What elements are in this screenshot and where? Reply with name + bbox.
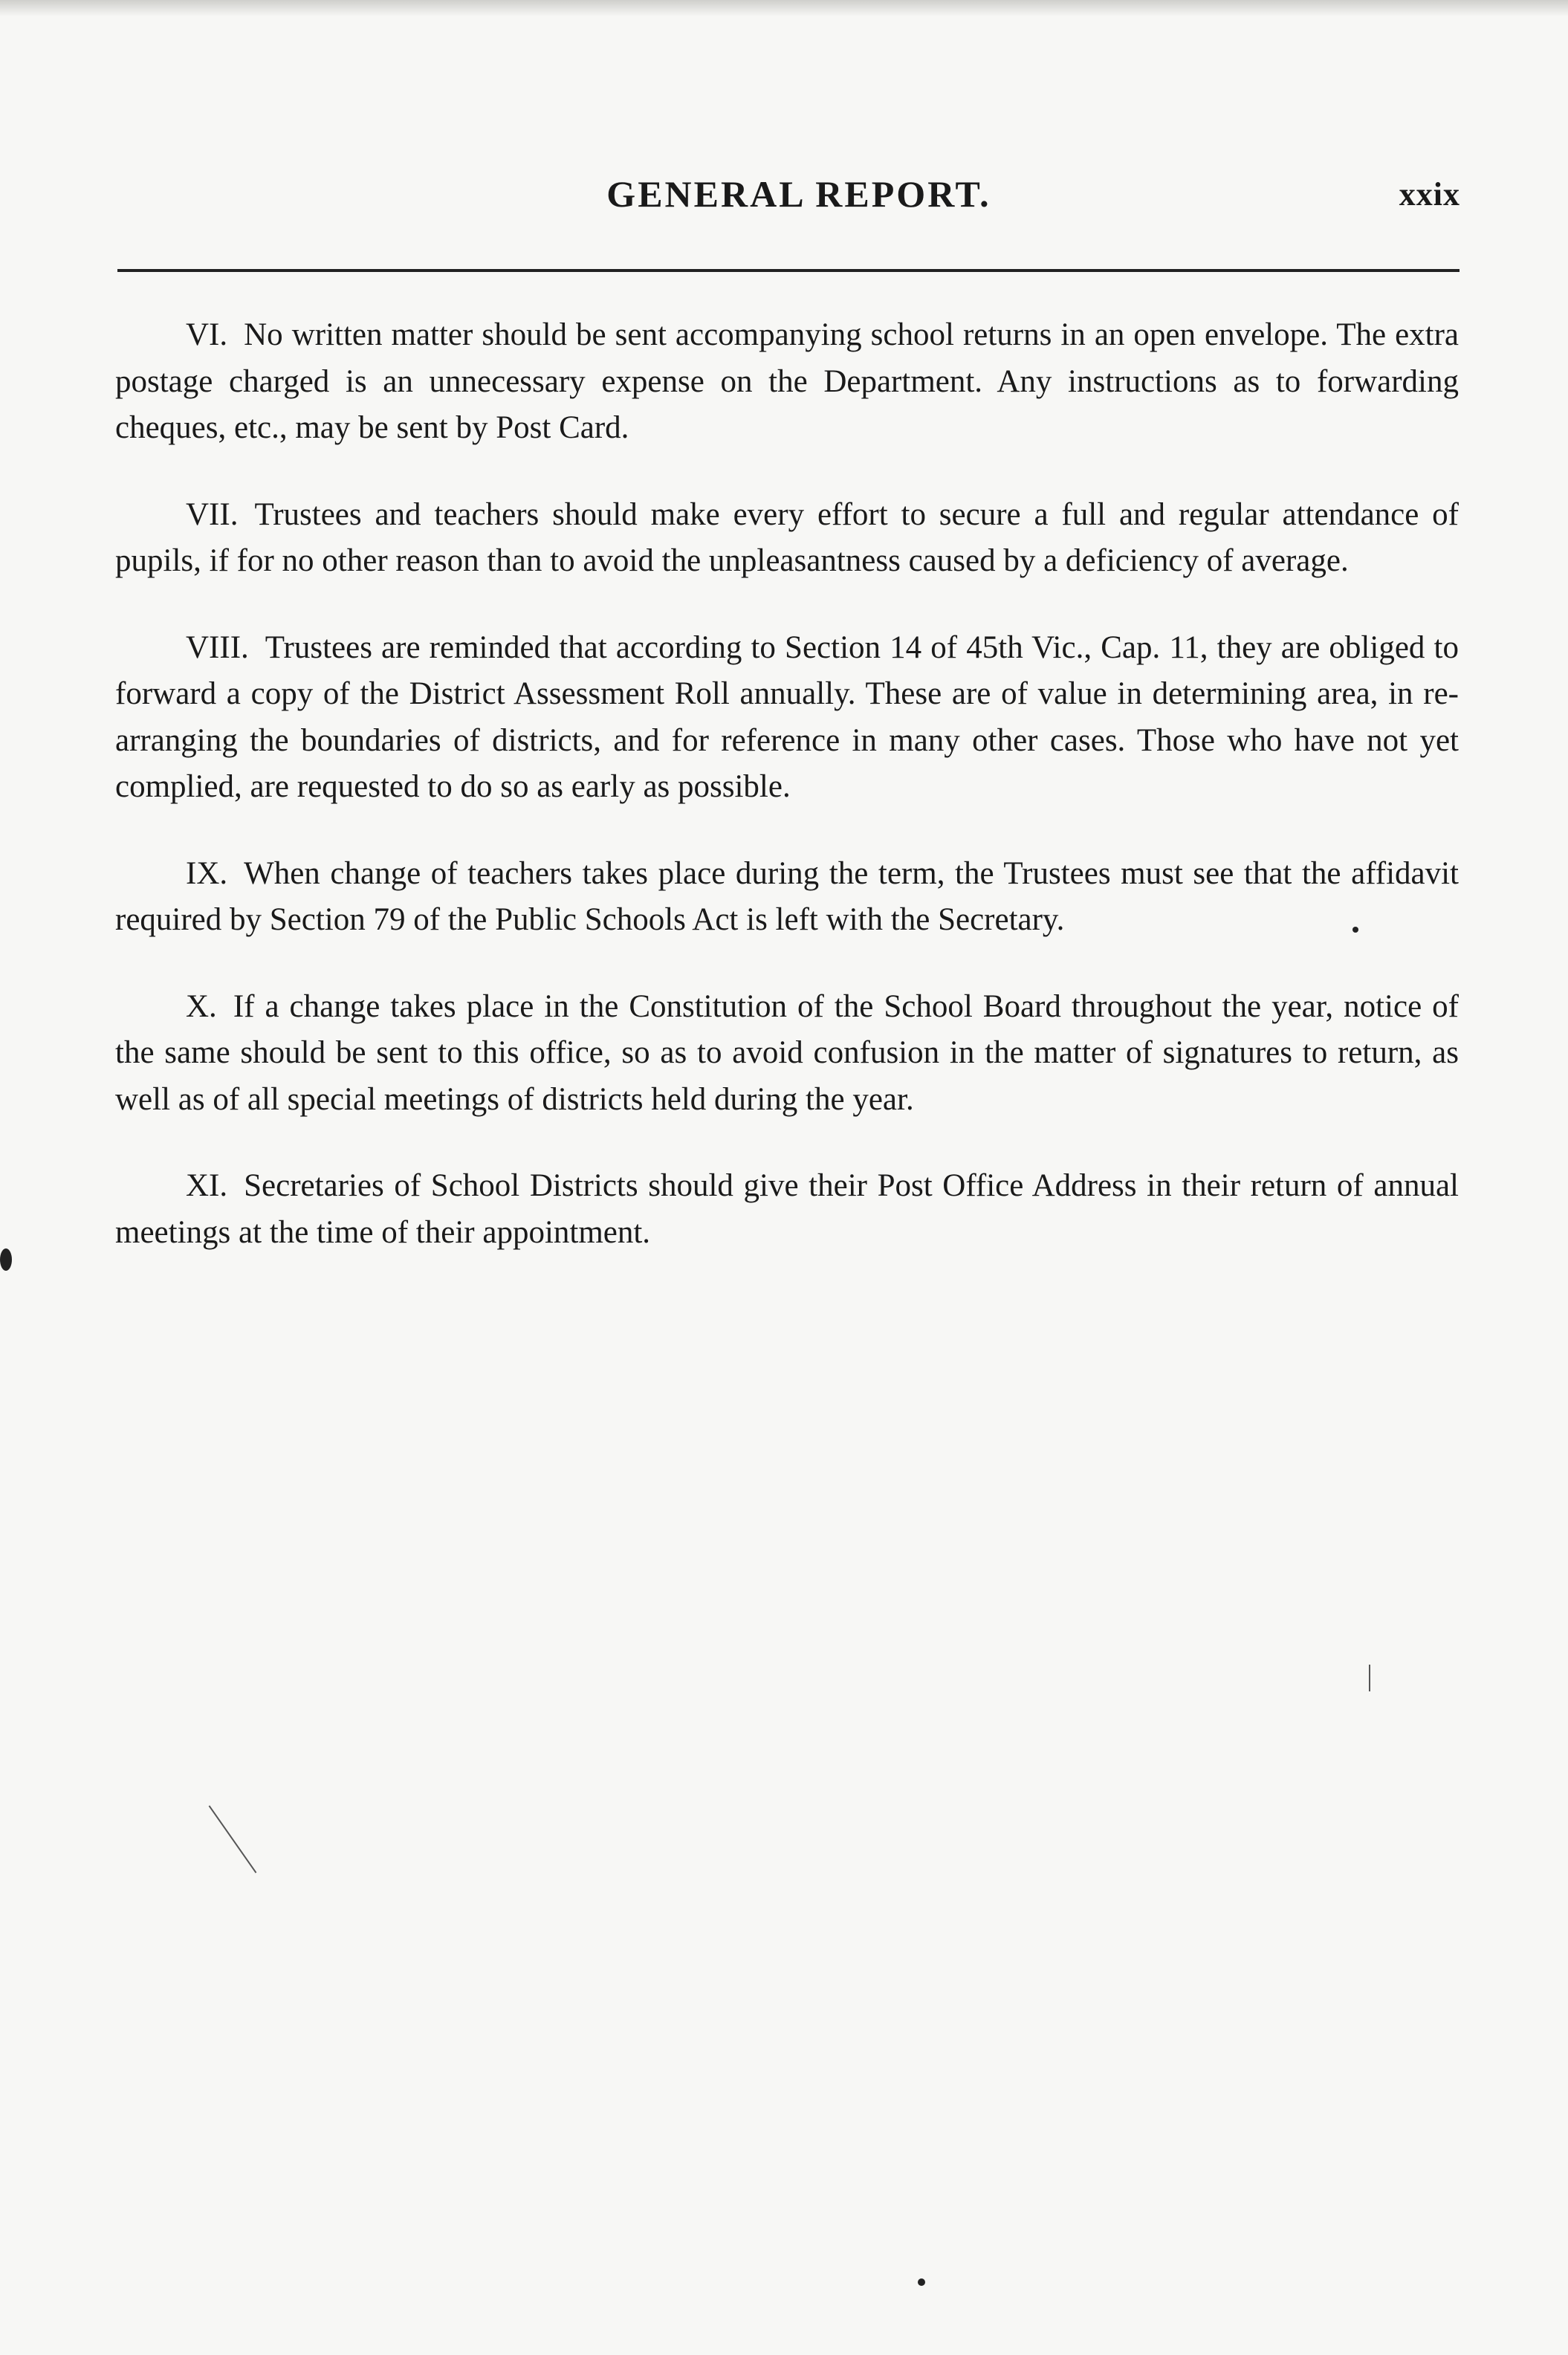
- paragraph-vi: [115, 312, 1459, 452]
- page-header: [115, 172, 1460, 224]
- paragraph-text: When change of teachers takes place during the term, the Trustees must see that the affidavit required by Section 79 of the Public Schools Act is left with the Secretary.: [115, 855, 1459, 937]
- running-title: GENERAL REPORT.: [606, 173, 991, 215]
- page-edge-shadow: [0, 0, 1568, 16]
- ink-speck: [918, 2278, 925, 2286]
- paragraph-vii: [115, 492, 1459, 585]
- paragraph-text: Trustees are reminded that according to Section 14 of 45th Vic., Cap. 11, they are obliged to forward a copy of the District Assessment Roll annually. These are of value in determining area, in re-arranging the boundaries of districts, and for reference in many other cases. Those who have not yet complied, are requested to do so as early as possible.: [115, 629, 1459, 804]
- paragraph-numeral: IX.: [186, 855, 228, 891]
- ink-speck: [0, 1248, 12, 1271]
- paragraph-text: Secretaries of School Districts should give their Post Office Address in their return of annual meetings at the time of their appointment.: [115, 1168, 1459, 1250]
- ink-speck: [1352, 927, 1358, 933]
- paragraph-text: No written matter should be sent accompanying school returns in an open envelope. The extra postage charged is an unnecessary expense on the Department. Any instructions as to forwarding cheques, etc., may be sent by Post Card.: [115, 317, 1459, 445]
- header-rule: [117, 269, 1460, 272]
- paragraph-numeral: VII.: [186, 496, 239, 532]
- paragraph-xi: [115, 1163, 1459, 1256]
- paragraph-numeral: VIII.: [186, 629, 249, 665]
- paragraph-numeral: XI.: [186, 1168, 228, 1203]
- page-number: xxix: [1399, 176, 1460, 213]
- paragraph-ix: [115, 851, 1459, 944]
- paragraph-numeral: VI.: [186, 317, 228, 352]
- paragraph-numeral: X.: [186, 988, 217, 1024]
- paragraph-text: Trustees and teachers should make every effort to secure a full and regular attendance of pupils, if for no other reason than to avoid the unpleasantness caused by a deficiency of average.: [115, 496, 1459, 578]
- paragraph-viii: [115, 625, 1459, 811]
- body-text: [115, 312, 1459, 1296]
- paragraph-text: If a change takes place in the Constitution of the School Board throughout the year, notice of the same should be sent to this office, so as to avoid confusion in the matter of signatures to return, as well as of all special meetings of districts held during the year.: [115, 988, 1459, 1117]
- scan-mark: [209, 1805, 257, 1873]
- paragraph-x: [115, 984, 1459, 1124]
- scan-mark: [1369, 1665, 1370, 1691]
